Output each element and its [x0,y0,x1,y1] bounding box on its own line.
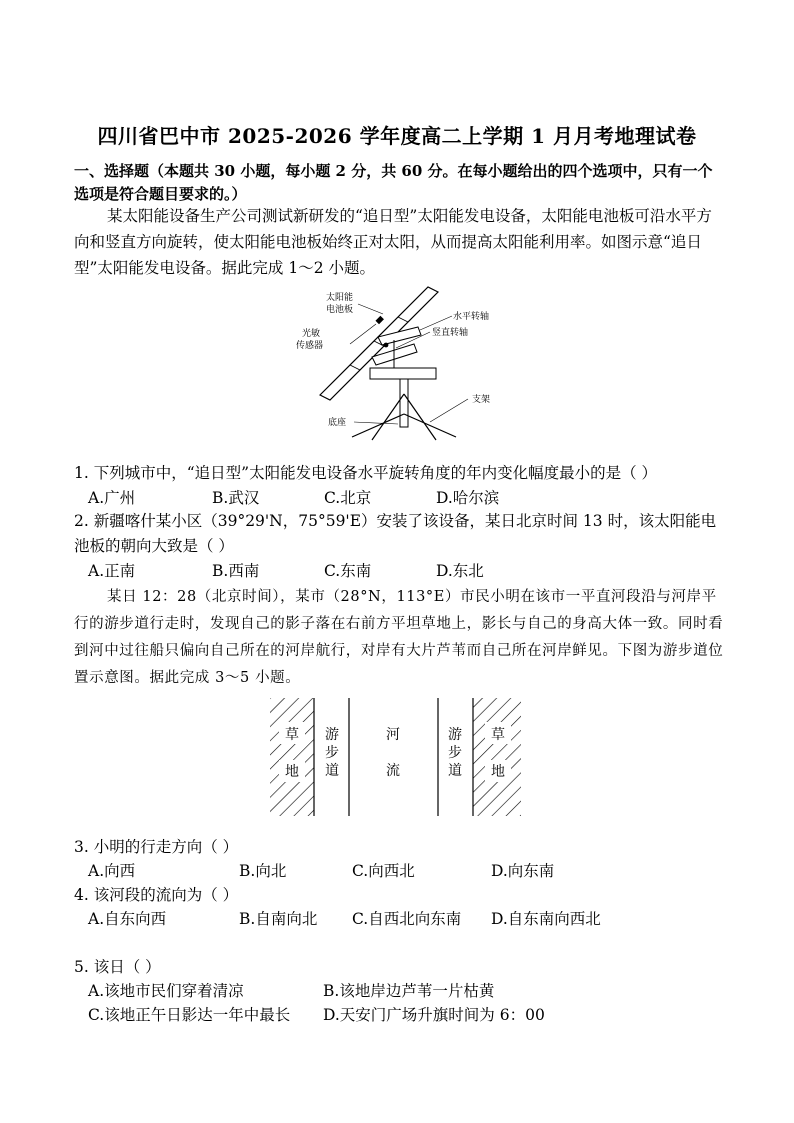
label-panel-1: 太阳能 [326,293,354,303]
q3-option-a[interactable]: A.向西 [88,862,136,880]
passage-2: 某日 12：28（北京时间），某市（28°N，113°E）市民小明在该市一平直河段沿与河岸平行的游步道行走时，发现自己的影子落在右前方平坦草地上，影长与自己的身高大体一致。同时看到河中过往船只偏向自己所在的河岸航行，对岸有大片芦苇而自己所在河岸鲜见。下图为游步道位置示意图。据此完成 3～5 小题。 [74,589,724,686]
grass-right-hatch [473,698,521,816]
passage-1: 某太阳能设备生产公司测试新研发的“追日型”太阳能发电设备，太阳能电池板可沿水平方向和竖直方向旋转，使太阳能电池板始终正对太阳，从而提高太阳能利用率。如图示意“追日型”太阳能发电设备。据此完成 1～2 小题。 [74,207,712,277]
q1-option-c[interactable]: C.北京 [324,489,372,507]
river-1: 河 [386,727,400,743]
q4-option-c[interactable]: C.自西北向东南 [352,910,462,928]
path-right-1: 游 [448,727,462,743]
q4-option-a[interactable]: A.自东向西 [88,910,167,928]
exam-title: 四川省巴中市 2025-2026 学年度高二上学期 1 月月考地理试卷 [97,124,697,148]
section-heading: 一、选择题（本题共 30 小题，每小题 2 分，共 60 分。在每小题给出的四个选项中，只有一个选项是符合题目要求的。） [74,162,713,203]
path-left-2: 步 [325,745,339,761]
label-stand: 支架 [472,395,491,405]
path-left-1: 游 [325,727,339,743]
path-left-3: 道 [325,763,339,779]
q2-option-b[interactable]: B.西南 [212,562,260,580]
q5-option-a[interactable]: A.该地市民们穿着清凉 [88,982,244,1000]
q2-option-a[interactable]: A.正南 [88,562,136,580]
q3-option-d[interactable]: D.向东南 [491,862,555,880]
grass-right-2: 地 [491,764,505,780]
solar-tracker-figure [290,282,520,448]
grass-left-hatch [270,698,314,816]
q1-option-d[interactable]: D.哈尔滨 [436,489,500,507]
q4-option-d[interactable]: D.自东南向西北 [491,910,601,928]
question-5-stem: 5. 该日（ ） [74,958,161,976]
path-right-2: 步 [448,745,462,761]
q2-option-d[interactable]: D.东北 [436,562,484,580]
q1-option-a[interactable]: A.广州 [88,489,136,507]
q4-option-b[interactable]: B.自南向北 [239,910,318,928]
question-4-stem: 4. 该河段的流向为（ ） [74,886,239,904]
q1-option-b[interactable]: B.武汉 [212,489,260,507]
question-2-stem: 2. 新疆喀什某小区（39°29'N，75°59'E）安装了该设备，某日北京时间 13 时，该太阳能电池板的朝向大致是（ ） [74,512,717,555]
q3-option-b[interactable]: B.向北 [239,862,287,880]
q5-option-d[interactable]: D.天安门广场升旗时间为 6：00 [323,1006,545,1024]
grass-left-2: 地 [285,764,299,780]
q2-option-c[interactable]: C.东南 [324,562,372,580]
label-sensor-2: 传感器 [296,341,324,351]
label-v-axis: 竖直转轴 [432,328,469,338]
question-1-stem: 1. 下列城市中，“追日型”太阳能发电设备水平旋转角度的年内变化幅度最小的是（ ） [74,464,657,482]
grass-left-1: 草 [285,727,299,743]
grass-right-1: 草 [491,727,505,743]
label-h-axis: 水平转轴 [453,312,490,322]
river-2: 流 [386,763,400,779]
q3-option-c[interactable]: C.向西北 [352,862,415,880]
label-base: 底座 [328,418,347,428]
q5-option-c[interactable]: C.该地正午日影达一年中最长 [88,1006,291,1024]
label-panel-2: 电池板 [326,305,354,315]
label-sensor-1: 光敏 [302,329,321,339]
question-3-stem: 3. 小明的行走方向（ ） [74,838,239,856]
path-right-3: 道 [448,763,462,779]
walkway-figure [270,698,522,818]
q5-option-b[interactable]: B.该地岸边芦苇一片枯黄 [323,982,495,1000]
